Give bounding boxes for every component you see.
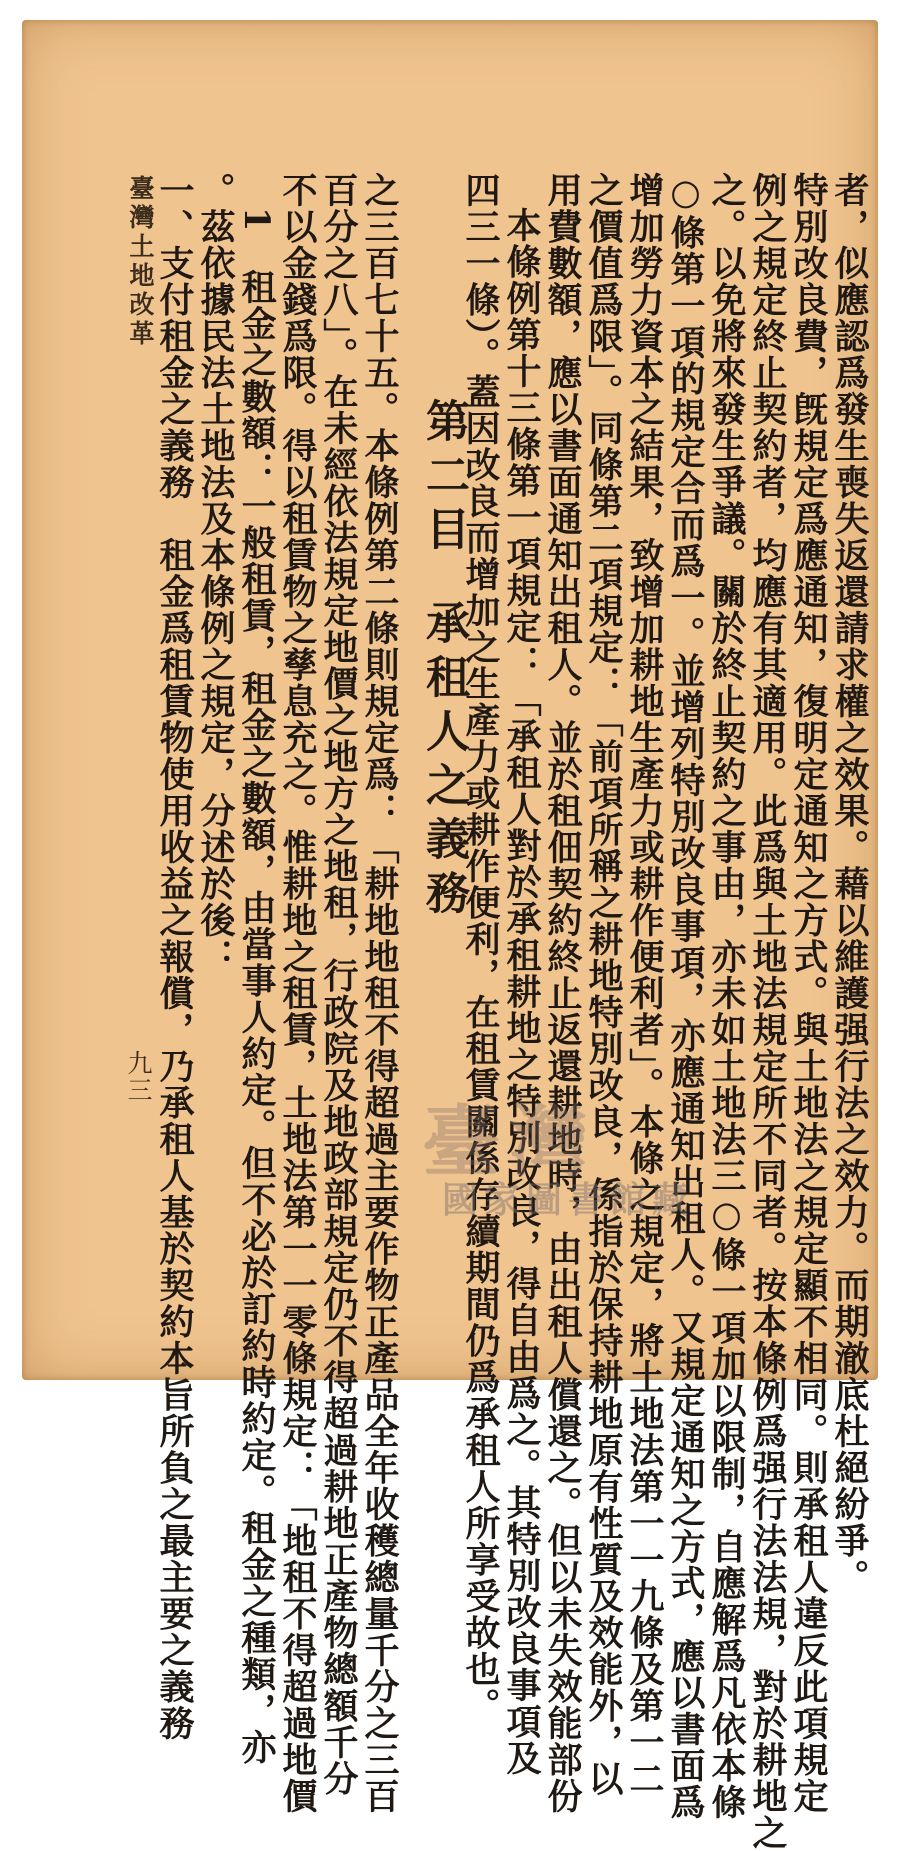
heading-number: 第二目	[418, 398, 469, 560]
text-column: 本條例第十三條第一項規定：「承租人對於承租耕地之特別改良，得自由爲之。其特別改良事項及	[501, 207, 542, 1777]
text-column: 者，似應認爲發生喪失返還請求權之效果。藉以維護强行法之效力。而期澈底杜絕紛爭。	[829, 172, 870, 1596]
text-column: 。茲依據民法土地法及本條例之規定，分述於後：	[195, 172, 236, 975]
text-column: 之。以免將來發生爭議。關於終止契約之事由，亦未如土地法三○條一項加以限制，自應解爲凡依本條	[706, 172, 747, 1821]
text-column: 一、支付租金之義務 租金爲租賃物使用收益之報償，乃承租人基於契約本旨所負之最主要之義務	[154, 172, 195, 1742]
text-column: 特別改良費，旣規定爲應通知，復明定通知之方式。與土地法之規定顯不相同。則承租人違反此項規定	[788, 172, 829, 1815]
library-watermark	[422, 1080, 695, 1221]
running-title: 臺灣土地改革	[126, 175, 155, 349]
text-column: 四三一條）。蓋因改良而增加之生產力或耕作便利，在租賃關係存續期間仍爲承租人所享受故也。	[460, 172, 501, 1724]
text-column: 1 租金之數額：一般租賃，租金之數額，由當事人約定。但不必於訂約時約定。租金之種類，亦	[236, 207, 277, 1766]
text-column: 增加勞力資本之結果，致增加耕地生產力或耕作便利者」。本條之規定，將土地法第一一九條及第一二	[624, 172, 665, 1797]
book-page	[22, 20, 878, 1851]
section-heading	[419, 398, 467, 924]
text-column: 用費數額，應以書面通知出租人。並於租佃契約終止返還耕地時，由出租人償還之。但以未失效能部份	[542, 172, 583, 1815]
text-column: 百分之八」。在未經依法規定地價之地方之地租，行政院及地政部規定仍不得超過耕地正產物總額千分	[318, 172, 359, 1797]
text-block-left	[154, 172, 400, 1815]
text-column: 之三百七十五。本條例第二條則規定爲：「耕地地租不得超過主要作物正產品全年收穫總量千分之三百	[359, 172, 400, 1815]
page-number: 九三	[124, 1050, 153, 1104]
text-column: 之價值爲限」。同條第二項規定：「前項所稱之耕地特別改良，係指於保持耕地原有性質及效能外，以	[583, 172, 624, 1797]
watermark-logo: 臺灣	[422, 1098, 599, 1188]
text-column: 不以金錢爲限。得以租賃物之孳息充之。惟耕地之租賃，土地法第一一零條規定：「地租不得超過地價	[277, 172, 318, 1815]
text-column: 例之規定終止契約者，均應有其適用。此爲與土地法規定所不同者。按本條例爲强行法法規，對於耕地之	[747, 172, 788, 1851]
watermark-text: 國家圖書館藏	[442, 1180, 695, 1221]
text-column: ○條第一項的規定合而爲一。並增列特別改良事項，亦應通知出租人。又規定通知之方式，應以書面爲	[665, 172, 706, 1821]
heading-title: 承租人之義務	[418, 600, 469, 924]
